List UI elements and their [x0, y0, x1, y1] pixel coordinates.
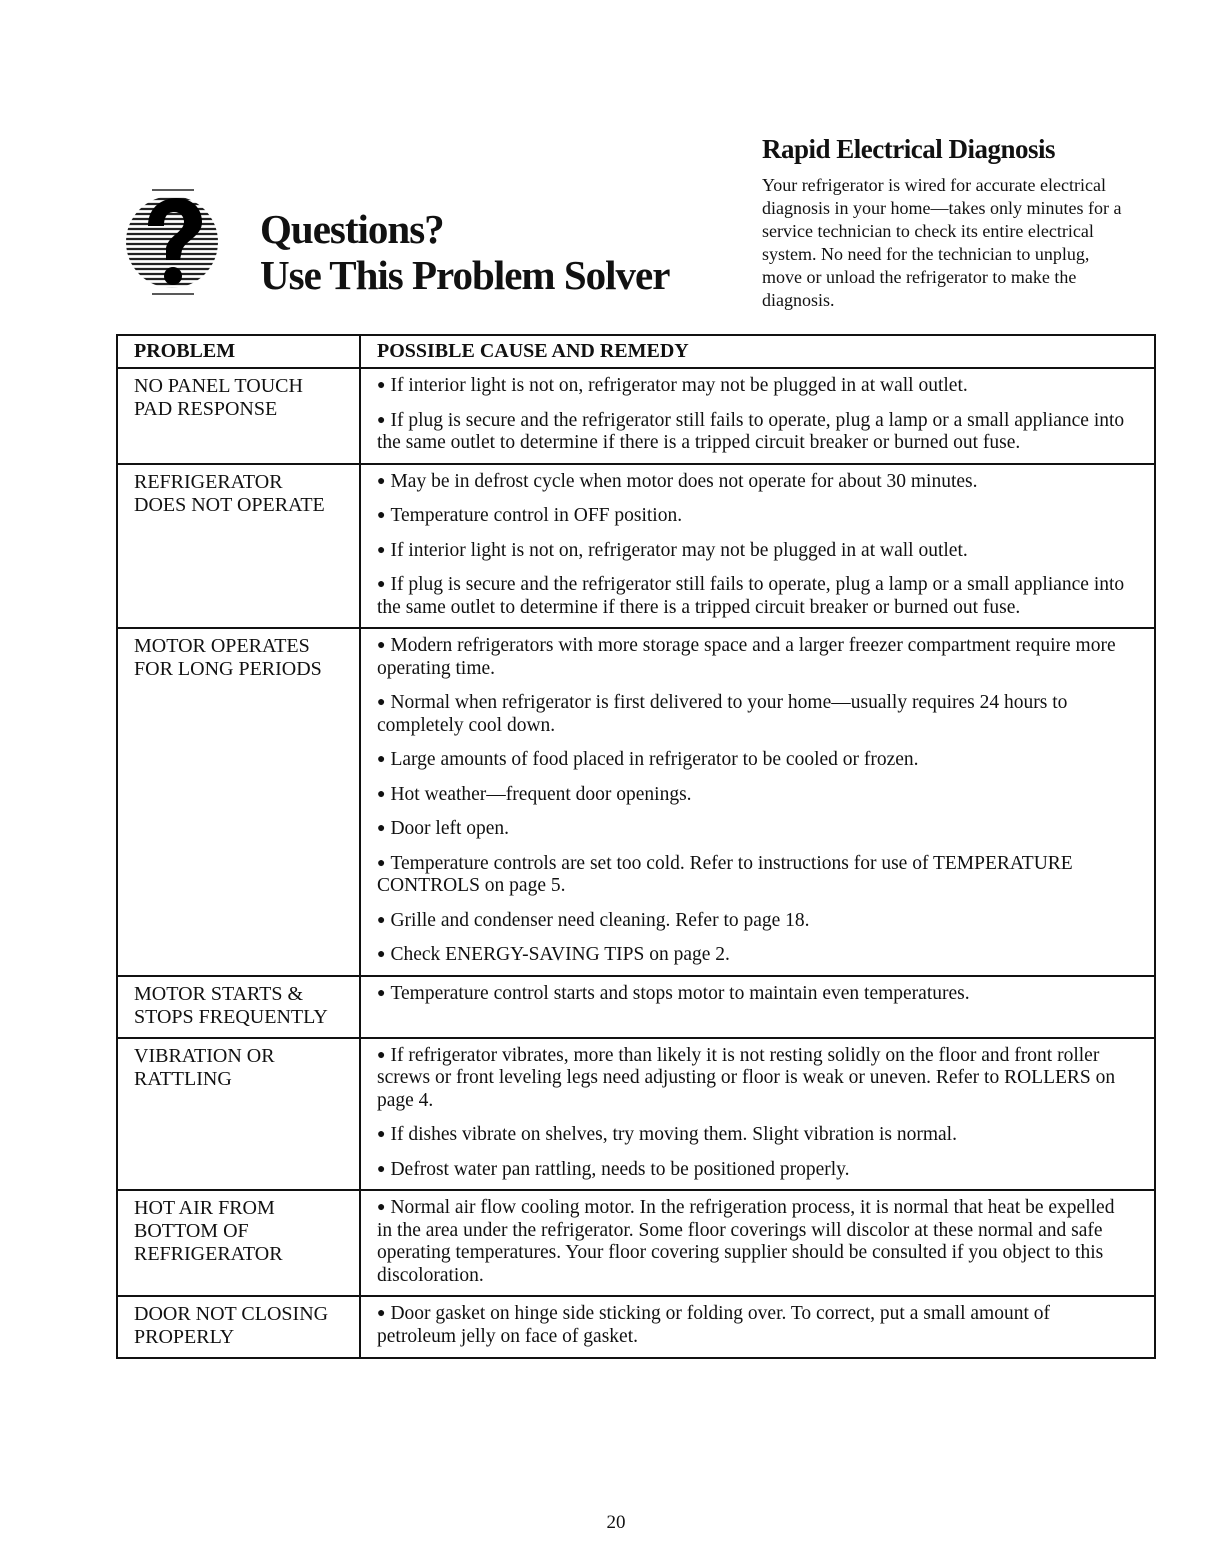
bullet-icon: ●	[377, 473, 386, 489]
problem-line: MOTOR OPERATES	[134, 635, 310, 657]
table-row	[118, 1189, 1154, 1295]
remedy-text: Normal when refrigerator is first delivered to your home—usually requires 24 hours to completely cool down.	[377, 692, 1068, 736]
bullet-icon: ●	[377, 577, 386, 592]
remedy-text: Temperature control in OFF position.	[390, 505, 683, 526]
remedy-cell	[361, 629, 1154, 975]
problem-cell	[118, 629, 361, 975]
problem-line: FOR LONG PERIODS	[134, 658, 322, 680]
bullet-icon: ●	[377, 378, 386, 393]
bullet-icon: ●	[377, 638, 386, 653]
problem-cell	[118, 1297, 361, 1357]
remedy-item	[377, 471, 1130, 494]
diagnosis-heading: Rapid Electrical Diagnosis	[762, 134, 1056, 164]
problem-line: PROPERLY	[134, 1326, 235, 1348]
remedy-item	[377, 1303, 1130, 1348]
problem-line: STOPS FREQUENTLY	[134, 1005, 328, 1028]
problem-solver-table	[116, 334, 1156, 1359]
remedy-cell	[361, 465, 1154, 628]
bullet-icon: ●	[377, 912, 386, 928]
problem-line: MOTOR STARTS &	[134, 982, 304, 1005]
bullet-icon: ●	[377, 508, 386, 523]
remedy-cell	[361, 369, 1154, 463]
remedy-cell	[361, 1191, 1154, 1295]
question-mark-icon	[112, 180, 242, 304]
page-title	[260, 206, 669, 298]
remedy-item	[377, 635, 1130, 680]
problem-cell	[118, 977, 361, 1037]
problem-line: HOT AIR FROM	[134, 1197, 275, 1219]
remedy-item	[377, 1159, 1130, 1182]
problem-line: DOES NOT OPERATE	[134, 493, 325, 516]
remedy-item	[377, 910, 1130, 933]
problem-line: VIBRATION OR	[134, 1044, 275, 1067]
bullet-icon: ●	[377, 752, 386, 767]
bullet-icon: ●	[377, 412, 386, 428]
remedy-text: Temperature control starts and stops motor to maintain even temperatures.	[390, 982, 970, 1004]
column-header-remedy: POSSIBLE CAUSE AND REMEDY	[377, 340, 689, 362]
bullet-icon: ●	[377, 1306, 386, 1321]
remedy-text: If interior light is not on, refrigerator may not be plugged in at wall outlet.	[390, 539, 968, 561]
bullet-icon: ●	[377, 985, 386, 1001]
remedy-item	[377, 853, 1130, 898]
problem-line: REFRIGERATOR	[134, 1243, 283, 1265]
remedy-item	[377, 505, 1130, 528]
table-row	[118, 463, 1154, 628]
remedy-text: Hot weather—frequent door openings.	[390, 783, 692, 805]
remedy-text: Door gasket on hinge side sticking or folding over. To correct, put a small amount of petroleum jelly on face of gasket.	[377, 1303, 1050, 1347]
problem-cell	[118, 1039, 361, 1190]
remedy-text: If plug is secure and the refrigerator still fails to operate, plug a lamp or a small appliance into the same outlet to determine if there is a tripped circuit breaker or burned out fuse.	[377, 574, 1125, 618]
remedy-text: If refrigerator vibrates, more than likely it is not resting solidly on the floor and front roller screws or front leveling legs need adjusting or floor is weak or uneven. Refer to ROLLERS on page 4.	[377, 1044, 1116, 1111]
remedy-item	[377, 983, 1130, 1006]
remedy-item	[377, 574, 1130, 619]
table-row	[118, 1037, 1154, 1190]
remedy-item	[377, 1197, 1130, 1287]
problem-line: PAD RESPONSE	[134, 398, 278, 420]
remedy-text: Normal air flow cooling motor. In the refrigeration process, it is normal that heat be expelled in the area under the refrigerator. Some floor coverings will discolor at these normal and safe operating temperatures. Your floor covering supplier should be consulted if you object to this discoloration.	[377, 1197, 1115, 1286]
remedy-text: May be in defrost cycle when motor does not operate for about 30 minutes.	[390, 470, 978, 492]
problem-line: DOOR NOT CLOSING	[134, 1303, 329, 1325]
bullet-icon: ●	[377, 1047, 386, 1063]
bullet-icon: ●	[377, 542, 386, 558]
problem-cell	[118, 465, 361, 628]
diagnosis-text: Your refrigerator is wired for accurate electrical diagnosis in your home—takes only minutes for a service technician to check its entire electrical system. No need for the technician to unplug, move or unload the refrigerator to make the diagnosis.	[762, 175, 1122, 310]
problem-line: BOTTOM OF	[134, 1220, 249, 1242]
title-line-2: Use This Problem Solver	[260, 252, 670, 298]
table-row	[118, 975, 1154, 1037]
table-header-row	[118, 336, 1154, 367]
remedy-item	[377, 784, 1130, 807]
table-row	[118, 1295, 1154, 1357]
remedy-text: Defrost water pan rattling, needs to be positioned properly.	[390, 1158, 850, 1180]
problem-cell	[118, 369, 361, 463]
remedy-cell	[361, 1039, 1154, 1190]
table-row	[118, 367, 1154, 463]
problem-line: REFRIGERATOR	[134, 470, 283, 493]
bullet-icon: ●	[377, 855, 386, 871]
problem-line: RATTLING	[134, 1067, 232, 1090]
bullet-icon: ●	[377, 947, 386, 962]
remedy-text: Door left open.	[390, 818, 510, 839]
rapid-diagnosis-section	[762, 132, 1132, 312]
remedy-text: Large amounts of food placed in refrigerator to be cooled or frozen.	[390, 749, 919, 770]
remedy-text: If plug is secure and the refrigerator still fails to operate, plug a lamp or a small appliance into the same outlet to determine if there is a tripped circuit breaker or burned out fuse.	[377, 409, 1125, 453]
remedy-text: If dishes vibrate on shelves, try moving them. Slight vibration is normal.	[390, 1124, 957, 1145]
title-line-1: Questions?	[260, 206, 444, 252]
remedy-text: Grille and condenser need cleaning. Refer to page 18.	[390, 909, 810, 931]
table-row	[118, 627, 1154, 975]
remedy-item	[377, 818, 1130, 841]
problem-line: NO PANEL TOUCH	[134, 375, 303, 397]
remedy-item	[377, 749, 1130, 772]
bullet-icon: ●	[377, 1200, 386, 1215]
bullet-icon: ●	[377, 786, 386, 802]
remedy-item	[377, 540, 1130, 563]
remedy-item	[377, 944, 1130, 967]
bullet-icon: ●	[377, 1161, 386, 1177]
remedy-text: Check ENERGY-SAVING TIPS on page 2.	[390, 944, 730, 965]
bullet-icon: ●	[377, 821, 386, 836]
remedy-item	[377, 1124, 1130, 1147]
remedy-item	[377, 375, 1130, 398]
remedy-text: If interior light is not on, refrigerator may not be plugged in at wall outlet.	[390, 375, 968, 396]
column-header-problem: PROBLEM	[118, 336, 361, 367]
remedy-item	[377, 692, 1130, 737]
bullet-icon: ●	[377, 1127, 386, 1142]
remedy-cell	[361, 977, 1154, 1037]
remedy-text: Temperature controls are set too cold. Refer to instructions for use of TEMPERATURE CONTROLS on page 5.	[377, 852, 1073, 896]
problem-cell	[118, 1191, 361, 1295]
remedy-text: Modern refrigerators with more storage space and a larger freezer compartment require more operating time.	[377, 635, 1116, 679]
remedy-cell	[361, 1297, 1154, 1357]
remedy-item	[377, 1045, 1130, 1113]
remedy-item	[377, 410, 1130, 455]
page-number: 20	[606, 1512, 626, 1533]
bullet-icon: ●	[377, 695, 386, 710]
